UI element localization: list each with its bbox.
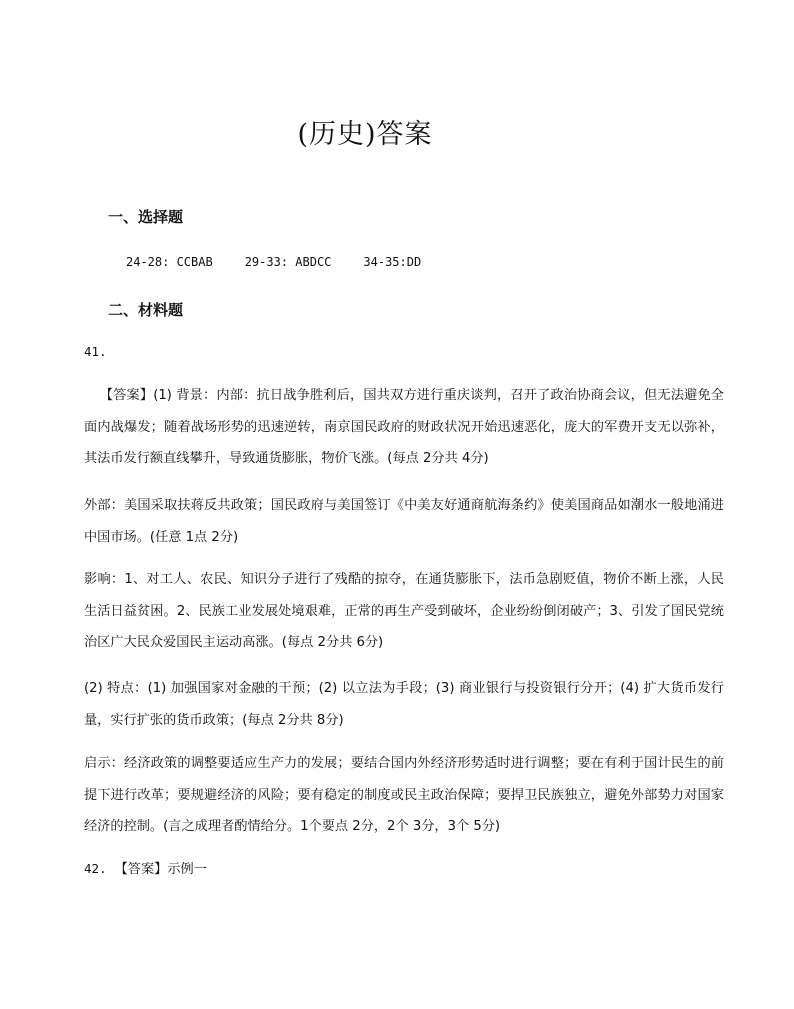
page-title: (历史)答案 (297, 119, 433, 150)
answer-group-34-35: 34-35:DD (363, 255, 422, 269)
section-heading-choice: 一、选择题 (108, 208, 184, 226)
answer-paragraph-background-external: 外部：美国采取扶蒋反共政策；国民政府与美国签订《中美友好通商航海条约》使美国商品如潮水一般地涌进中国市场。(任意 1点 2分) (84, 498, 724, 545)
choice-answers (126, 255, 453, 269)
question-42-answer-label: 【答案】示例一 (114, 862, 207, 877)
question-number-41: 41. (84, 344, 107, 359)
question-number-42: 42. (84, 861, 107, 876)
answer-group-29-33: 29-33: ABDCC (244, 255, 332, 269)
answer-paragraph-inspiration: 启示：经济政策的调整要适应生产力的发展；要结合国内外经济形势适时进行调整；要在有利于国计民生的前提下进行改革；要规避经济的风险；要有稳定的制度或民主政治保障；要捍卫民族独立，避免外部势力对国家经济的控制。(言之成理者酌情给分。1个要点 2分，2个 3分，3个 5分) (84, 756, 724, 834)
answer-paragraph-background-internal: 【答案】(1) 背景：内部：抗日战争胜利后，国共双方进行重庆谈判，召开了政治协商会议，但无法避免全面内战爆发；随着战场形势的迅速逆转，南京国民政府的财政状况开始迅速恶化，庞大的军费开支无以弥补，其法币发行额直线攀升，导致通货膨胀，物价飞涨。(每点 2分共 4分) (84, 388, 724, 466)
answer-paragraph-features: (2) 特点：(1) 加强国家对金融的干预；(2) 以立法为手段；(3) 商业银行与投资银行分开；(4) 扩大货币发行量，实行扩张的货币政策；(每点 2分共 8分) (84, 681, 724, 728)
section-heading-material: 二、材料题 (108, 301, 184, 319)
question-42 (84, 858, 207, 877)
answer-group-24-28: 24-28: CCBAB (126, 255, 213, 269)
answer-paragraph-impact: 影响：1、对工人、农民、知识分子进行了残酷的掠夺，在通货膨胀下，法币急剧贬值，物价不断上涨，人民生活日益贫困。2、民族工业发展处境艰难，正常的再生产受到破坏，企业纷纷倒闭破产；3、引发了国民党统治区广大民众爱国民主运动高涨。(每点 2分共 6分) (84, 572, 724, 650)
